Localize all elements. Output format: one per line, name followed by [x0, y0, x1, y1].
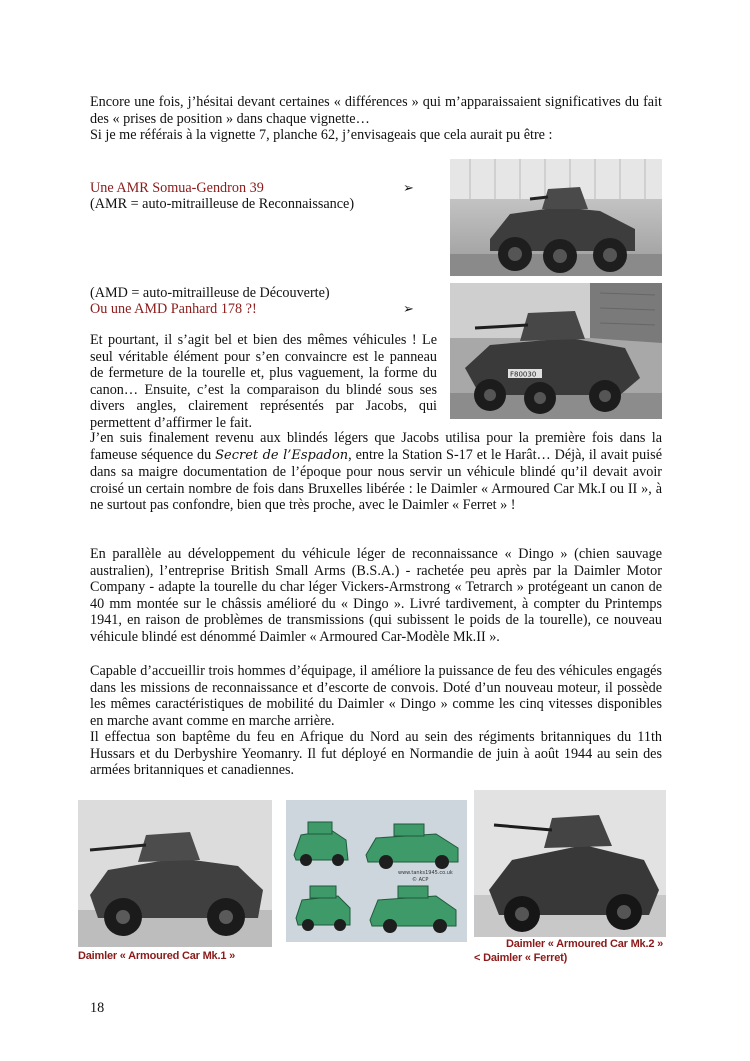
paragraph-capable: Capable d’accueillir trois hommes d’équipage, il améliore la puissance de feu des véhicules engagés dans les missions de reconnaissance et d’escorte de convois. Doté d’un nouveau moteur, il possède les mêmes caractéristiques de mobilité du Daimler « Dingo » comme les cinq vitesses disponibles en marche avant comme en marche arrière.: [90, 663, 662, 729]
arrow-right-icon: ➢: [403, 180, 414, 195]
paragraph-revenu-part-1: J’en suis finalement revenu aux blindés légers que Jacobs utilisa pour la première fois dans la fameuse séquence du: [90, 430, 662, 463]
paragraph-bapteme: Il effectua son baptême du feu en Afrique du Nord au sein des régiments britanniques du 11th Hussars et du Derbyshire Yeomanry. Il fut déployé en Normandie de juin à août 1944 au sein des armées britanniques et canadiennes.: [90, 729, 662, 778]
amd-title: Ou une AMD Panhard 178 ?!: [90, 301, 257, 317]
paragraph-pourtant: Et pourtant, il s’agit bel et bien des mêmes véhicules ! Le seul véritable élément pour s’en convaincre est le panneau de fermeture de la tourelle et, plus vaguement, la forme du canon… Ensuite, c’est la comparaison du blindé sous ses divers angles, clairement représentés par Jacobs, qui permettent d’affirmer le fait.: [90, 332, 437, 431]
book-title: Secret de l’Espadon: [215, 447, 349, 463]
amr-definition: (AMR = auto-mitrailleuse de Reconnaissance): [90, 196, 355, 212]
blueprint-copyright: © ACP: [412, 877, 429, 883]
photo-daimler-mk1: [78, 800, 272, 947]
photo-amd-panhard: [450, 283, 662, 419]
caption-mk2: Daimler « Armoured Car Mk.2 »: [506, 938, 664, 950]
intro-line-1: Encore une fois, j’hésitai devant certaines « différences » qui m’apparaissaient significatives du fait des « prises de position » dans chaque vignette…: [90, 94, 662, 127]
blueprint-site: www.tanks1945.co.uk: [398, 870, 453, 876]
page-number: 18: [90, 1000, 105, 1016]
vehicle-plate: F80030: [510, 370, 537, 379]
arrow-right-icon: ➢: [403, 301, 414, 316]
intro-paragraph: [90, 94, 662, 144]
caption-mk1: Daimler « Armoured Car Mk.1 »: [78, 950, 236, 962]
photo-daimler-mk2: [474, 790, 666, 937]
intro-line-2: Si je me référais à la vignette 7, planche 62, j’envisageais que cela aurait pu être :: [90, 127, 553, 143]
caption-ferret: < Daimler « Ferret): [474, 952, 568, 964]
paragraph-revenu-part-2: , entre la Station S-17 et le Harât… Déjà, il avait puisé dans sa maigre documentation de l’époque pour nous servir un véhicule blindé qu’il devait avoir croisé un certain nombre de fois dans Bruxelles libérée : le Daimler « Armoured Car Mk.I ou II », à ne surtout pas confondre, bien que très proche, avec le Daimler « Ferret » !: [90, 446, 662, 513]
photo-amr-somua: [450, 159, 662, 276]
blueprint-daimler: [286, 800, 467, 942]
paragraph-revenu: [90, 430, 662, 514]
paragraph-parallele: En parallèle au développement du véhicule léger de reconnaissance « Dingo » (chien sauvage australien), l’entreprise British Small Arms (B.S.A.) - rachetée peu après par la Daimler Motor Company - adapte la tourelle du char léger Vickers-Armstrong « Tetrarch » protégeant un canon de 40 mm montée sur le châssis amélioré du « Dingo ». Livré tardivement, à compter du Printemps 1941, en raison de problèmes de transmissions (qui subissent le poids de la tourelle), ce nouveau véhicule blindé est dénommé Daimler « Armoured Car-Modèle Mk.II ».: [90, 546, 662, 645]
amd-definition: (AMD = auto-mitrailleuse de Découverte): [90, 285, 330, 301]
amr-title: Une AMR Somua-Gendron 39: [90, 180, 264, 196]
